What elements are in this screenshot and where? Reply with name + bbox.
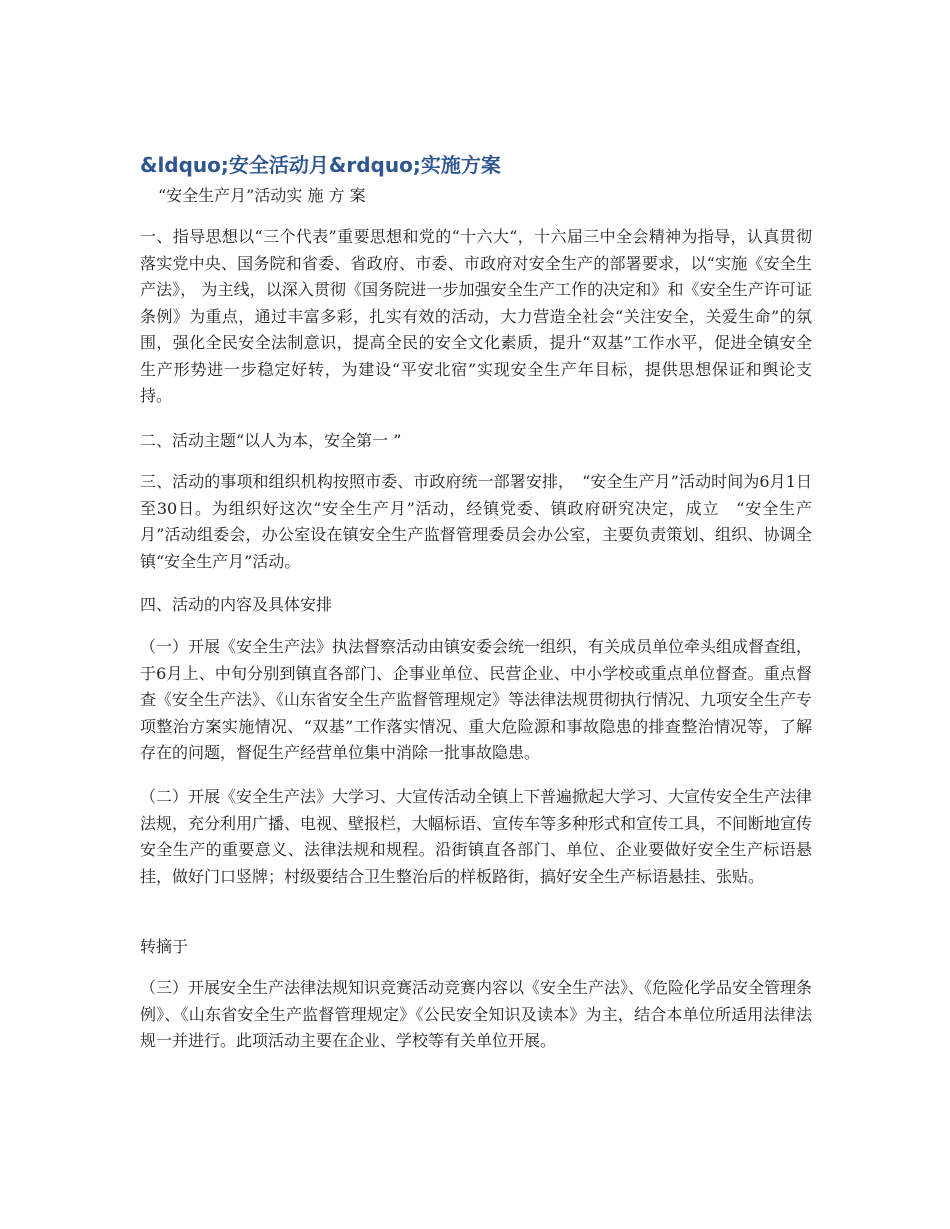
- paragraph-content-heading: 四、活动的内容及具体安排: [140, 595, 333, 614]
- document-subtitle: “安全生产月”活动实 施 方 案: [158, 186, 366, 205]
- paragraph-guiding-ideology: 一、指导思想以“三个代表”重要思想和党的“十六大“，十六届三中全会精神为指导，认真贯彻落实党中央、国务院和省委、省政府、市委、市政府对安全生产的部署要求，以“实施《安全生产法》， 为主线，以深入贯彻《国务院进一步加强安全生产工作的决定和》和《安全生产许可证条例》为重点，通过丰富多彩，扎实有效的活动，大力营造全社会“关注安全，关爱生命”的氛围，强化全民安全法制意识，提高全民的安全文化素质，提升“双基”工作水平，促进全镇安全生产形势进一步稳定好转，为建设“平安北宿”实现安全生产年目标，提供思想保证和舆论支持。: [140, 227, 812, 405]
- document-title: &ldquo;安全活动月&rdquo;实施方案: [140, 153, 501, 177]
- paragraph-section-3: （三）开展安全生产法律法规知识竞赛活动竞赛内容以《安全生产法》、《危险化学品安全管理条例》、《山东省安全生产监督管理规定》《公民安全知识及读本》为主，结合本单位所适用法律法规一并进行。此项活动主要在企业、学校等有关单位开展。: [140, 978, 813, 1050]
- paragraph-section-1: （一）开展《安全生产法》执法督察活动由镇安委会统一组织，有关成员单位牵头组成督查组，于6月上、中旬分别到镇直各部门、企事业单位、民营企业、中小学校或重点单位督查。重点督查《安全生产法》、《山东省安全生产监督管理规定》等法律法规贯彻执行情况、九项安全生产专项整治方案实施情况、“双基”工作落实情况、重大危险源和事故隐患的排查整治情况等，了解存在的问题，督促生产经营单位集中消除一批事故隐患。: [140, 637, 813, 762]
- paragraph-organization: 三、活动的事项和组织机构按照市委、市政府统一部署安排， “安全生产月”活动时间为6月1日至30日。为组织好这次“安全生产月”活动，经镇党委、镇政府研究决定，成立 “安全生产月”活动组委会，办公室设在镇安全生产监督管理委员会办公室，主要负责策划、组织、协调全镇“安全生产月”活动。: [140, 472, 812, 571]
- paragraph-excerpt-note: 转摘于: [140, 937, 189, 956]
- paragraph-section-2: （二）开展《安全生产法》大学习、大宣传活动全镇上下普遍掀起大学习、大宣传安全生产法律法规，充分利用广播、电视、壁报栏，大幅标语、宣传车等多种形式和宣传工具，不间断地宣传安全生产的重要意义、法律法规和规程。沿街镇直各部门、单位、企业要做好安全生产标语悬挂，做好门口竖牌；村级要结合卫生整治后的样板路街，搞好安全生产标语悬挂、张贴。: [140, 787, 813, 886]
- paragraph-activity-theme: 二、活动主题“以人为本，安全第一 ”: [140, 431, 402, 450]
